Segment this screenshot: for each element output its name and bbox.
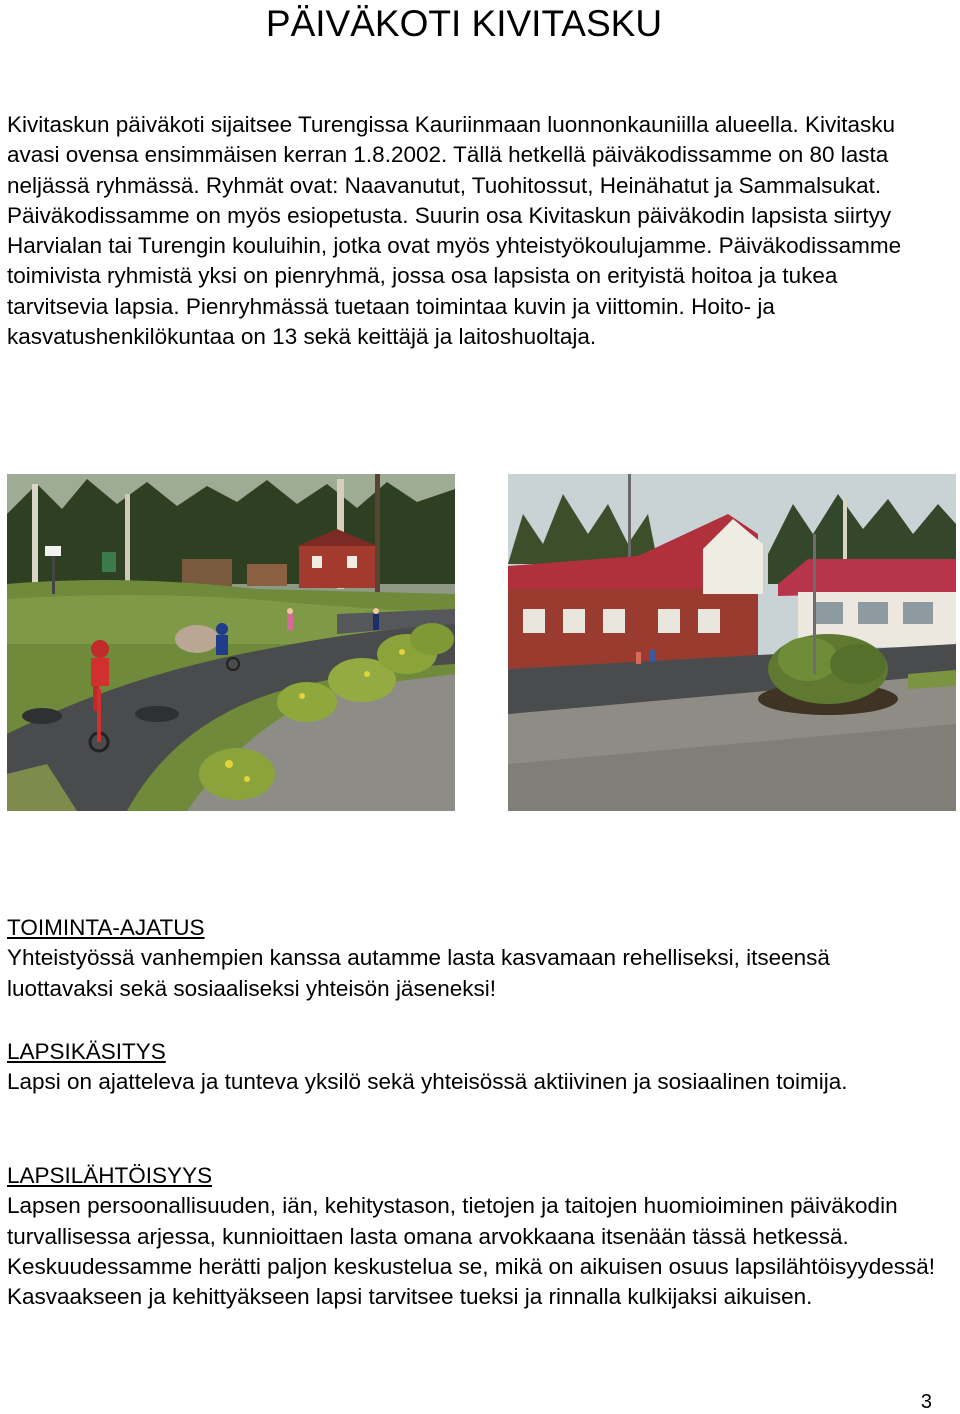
- page-number: 3: [920, 1391, 932, 1413]
- intro-paragraph: Kivitaskun päiväkoti sijaitsee Turengissa Kauriinmaan luonnonkauniilla alueella. Kivitasku avasi ovensa ensimmäisen kerran 1.8.2002. Tällä hetkellä päiväkodissamme on 80 lasta neljässä ryhmässä. Ryhmät ovat: Naavanutut, Tuohitossut, Heinähatut ja Sammalsukat. Päiväkodissamme on myös esiopetusta. Suurin osa Kivitaskun päiväkodin lapsista siirtyy Harvialan tai Turengin kouluihin, jotka ovat myös yhteistyökoulujamme. Päiväkodissamme toimivista ryhmistä yksi on pienryhmä, jossa osa lapsista on erityistä hoitoa ja tukea tarvitsevia lapsia. Pienryhmässä tuetaan toimintaa kuvin ja viittomin. Hoito- ja kasvatushenkilökuntaa on 13 sekä keittäjä ja laitoshuoltaja.: [7, 112, 902, 350]
- section-text: Lapsen persoonallisuuden, iän, kehitystason, tietojen ja taitojen huomioiminen päiväkodin turvallisessa arjessa, kunnioittaen lasta omana arvokkaana itsenään tässä hetkessä. Keskuudessamme herätti paljon keskustelua se, mikä on aikuisen osuus lapsilähtöisyydessä! Kasvaakseen ja kehittyäkseen lapsi tarvitsee tueksi ja rinnalla kulkijaksi aikuisen.: [7, 1193, 935, 1310]
- playground-photo: [7, 474, 455, 811]
- section-heading: TOIMINTA-AJATUS: [7, 915, 205, 940]
- section-lapsilahtoisyys: [7, 1161, 937, 1312]
- section-heading: LAPSIKÄSITYS: [7, 1039, 166, 1064]
- section-lapsikasitys: [7, 1037, 937, 1098]
- playground-photo-image: [7, 474, 455, 811]
- daycare-building-photo: [508, 474, 956, 811]
- page-title: PÄIVÄKOTI KIVITASKU: [265, 3, 663, 44]
- section-toiminta-ajatus: [7, 913, 937, 1004]
- daycare-building-photo-image: [508, 474, 956, 811]
- section-heading: LAPSILÄHTÖISYYS: [7, 1163, 213, 1188]
- section-text: Yhteistyössä vanhempien kanssa autamme lasta kasvamaan rehelliseksi, itseensä luottavaksi sekä sosiaaliseksi yhteisön jäseneksi!: [7, 945, 830, 1001]
- section-text: Lapsi on ajatteleva ja tunteva yksilö sekä yhteisössä aktiivinen ja sosiaalinen toimija.: [7, 1069, 848, 1095]
